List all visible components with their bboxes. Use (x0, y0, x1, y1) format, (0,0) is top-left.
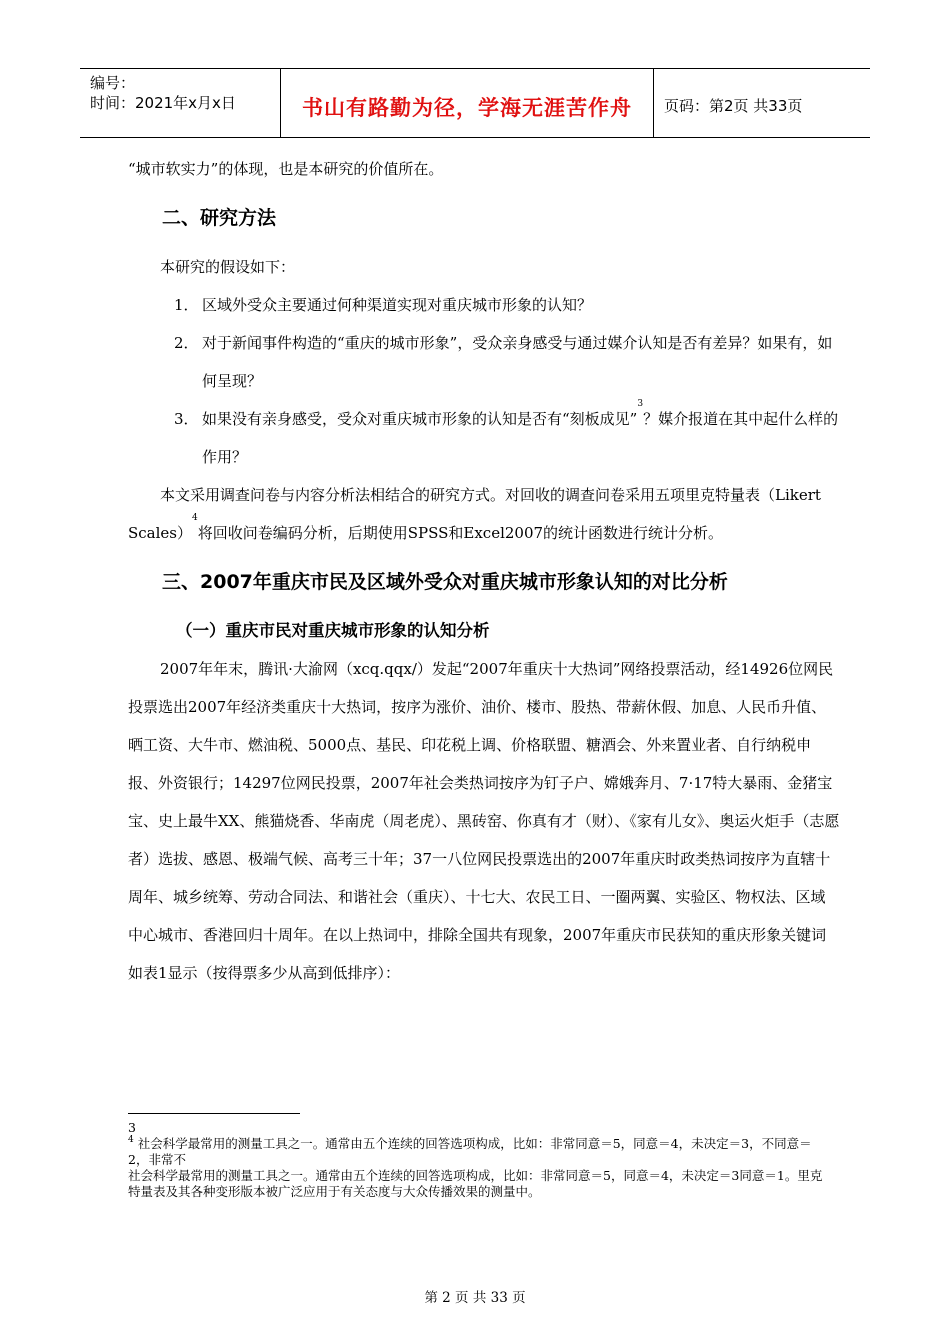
hot-words-paragraph: 2007年年末，腾讯·大渝网（xcq.qqx/）发起“2007年重庆十大热词”网络投票活动，经14926位网民投票选出2007年经济类重庆十大热词，按序为涨价、油价、楼市、股热、带薪休假、加息、人民币升值、晒工资、大牛市、燃油税、5000点、基民、印花税上调、价格联盟、糖酒会、外来置业者、自行纳税申报、外资银行；14297位网民投票，2007年社会类热词按序为钉子户、嫦娥奔月、7·17特大暴雨、金猪宝宝、史上最牛XX、熊猫烧香、华南虎（周老虎）、黑砖窑、你真有才（财）、《家有儿女》、奥运火炬手（志愿者）选拔、感恩、极端气候、高考三十年；37一八位网民投票选出的2007年重庆时政类热词按序为直辖十周年、城乡统筹、劳动合同法、和谐社会（重庆）、十七大、农民工日、一圈两翼、实验区、物权法、区域中心城市、香港回归十周年。在以上热词中，排除全国共有现象，2007年重庆市民获知的重庆形象关键词如表1显示（按得票多少从高到低排序）： (128, 660, 840, 982)
page-header (80, 68, 870, 138)
time-label: 时间：2021年x月x日 (90, 94, 236, 112)
hypothesis-text: 如果没有亲身感受，受众对重庆城市形象的认知是否有“刻板成见” (202, 410, 638, 428)
continued-paragraph: “城市软实力”的体现，也是本研究的价值所在。 (128, 160, 444, 178)
hypothesis-number: 1． (174, 296, 199, 314)
footnote-4-text: 社会科学最常用的测量工具之一。通常由五个连续的回答选项构成，比如：非常同意＝5，同意＝4，未决定＝3，不同意＝2，非常不 (128, 1136, 812, 1167)
header-page-info: 页码：第2页 共33页 (664, 96, 803, 115)
method-text-cont: 将回收问卷编码分析，后期使用SPSS和Excel2007的统计函数进行统计分析。 (197, 524, 724, 542)
footnote-3-mark: 3 (128, 1120, 136, 1135)
footnote-4-mark: 4 (128, 1135, 134, 1145)
footnote-4 (128, 1136, 828, 1168)
method-text: 本文采用调查问卷与内容分析法相结合的研究方式。对回收的调查问卷采用五项里克特量表（Likert Scales） (128, 486, 821, 542)
hypothesis-text: 对于新闻事件构造的“重庆的城市形象”，受众亲身感受与通过媒介认知是否有差异？如果有，如何呈现？ (202, 334, 833, 390)
hypothesis-number: 2． (174, 334, 199, 352)
hypothesis-number: 3． (174, 410, 199, 428)
hypothesis-item (138, 324, 840, 400)
hypothesis-intro: 本研究的假设如下： (160, 258, 296, 276)
method-paragraph (128, 476, 840, 552)
subsection-1-title: （一）重庆市民对重庆城市形象的认知分析 (176, 621, 490, 640)
footnote-ref-3[interactable]: 3 (637, 399, 644, 409)
footnote-divider (128, 1113, 300, 1114)
section-3-title: 三、2007年重庆市民及区域外受众对重庆城市形象认知的对比分析 (162, 571, 728, 593)
document-body (128, 150, 840, 992)
header-motto: 书山有路勤为径，学海无涯苦作舟 (281, 69, 654, 137)
page-footer: 第 2 页 共 33 页 (424, 1290, 526, 1306)
hypothesis-text: 区域外受众主要通过何种渠道实现对重庆城市形象的认知？ (202, 296, 593, 314)
footnote-4-continued: 社会科学最常用的测量工具之一。通常由五个连续的回答选项构成，比如：非常同意＝5，同意＝4，未决定＝3同意＝1。里克特量表及其各种变形版本被广泛应用于有关态度与大众传播效果的测量中。 (128, 1168, 823, 1199)
hypothesis-item (138, 400, 840, 476)
footnote-ref-4[interactable]: 4 (192, 513, 198, 523)
code-label: 编号： (90, 74, 136, 92)
hypothesis-item (138, 286, 840, 324)
hypothesis-text-cont: ？媒介报道在其中起什么样的作用？ (202, 410, 839, 466)
footnotes (128, 1120, 828, 1200)
header-meta (80, 69, 281, 137)
section-2-title: 二、研究方法 (162, 207, 277, 229)
